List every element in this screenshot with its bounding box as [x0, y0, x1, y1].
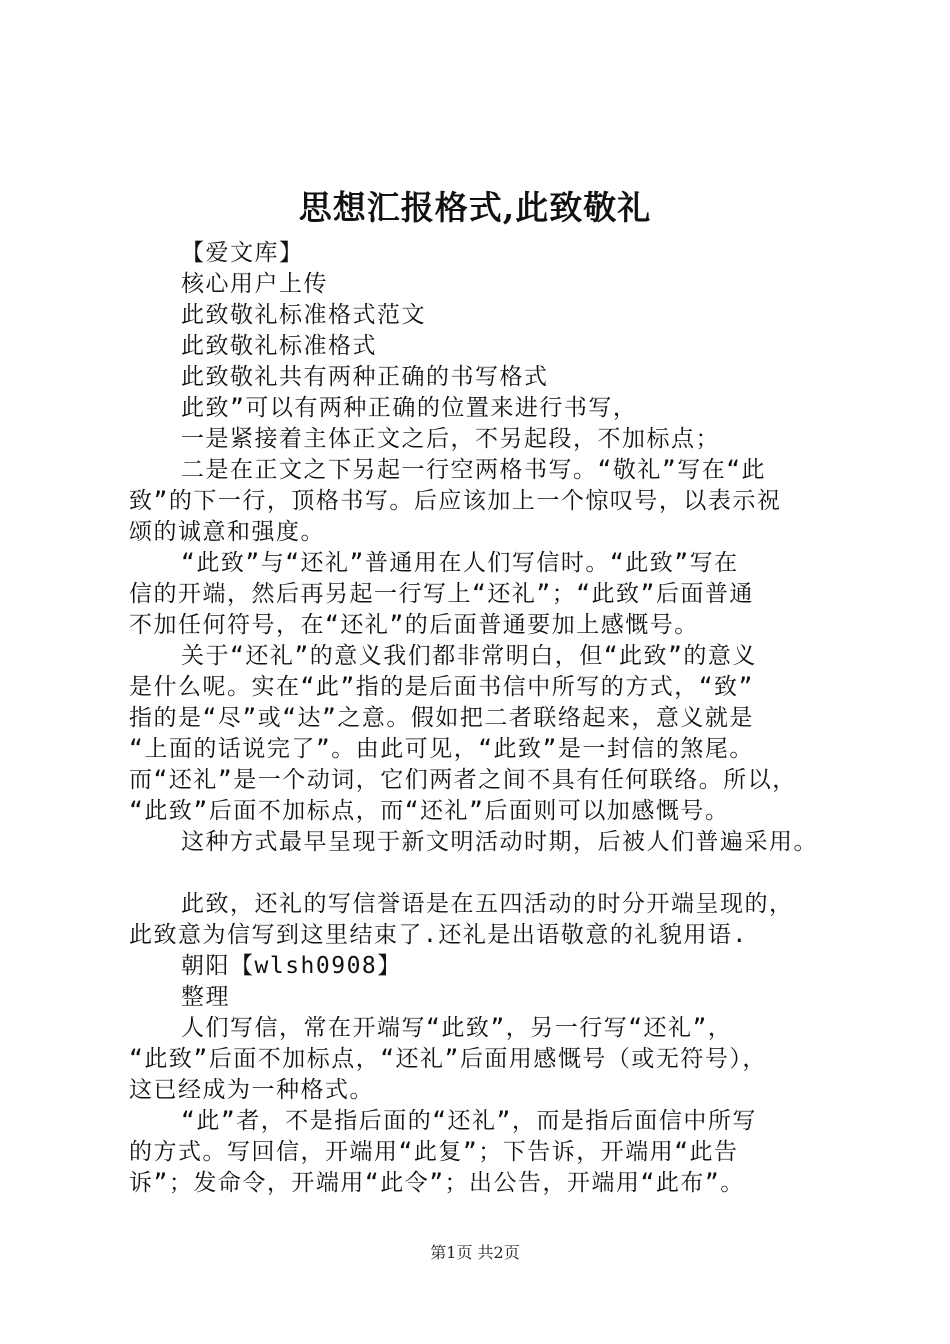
document-body — [129, 238, 835, 1199]
paragraph-line: 信的开端，然后再另起一行写上“还礼”；“此致”后面普通 — [129, 581, 754, 607]
paragraph-line: “此致”后面不加标点，“还礼”后面用感慨号（或无符号）， — [129, 1046, 767, 1072]
paragraph-line: 此致意为信写到这里结束了.还礼是出语敬意的礼貌用语. — [129, 922, 748, 948]
paragraph-line: “上面的话说完了”。由此可见，“此致”是一封信的煞尾。 — [129, 736, 754, 762]
paragraph-line: 一是紧接着主体正文之后，不另起段，不加标点； — [181, 426, 720, 452]
paragraph-line: 不加任何符号，在“还礼”的后面普通要加上感慨号。 — [129, 612, 699, 638]
paragraph-line: 指的是“尽”或“达”之意。假如把二者联络起来，意义就是 — [129, 705, 754, 731]
paragraph-line: 这已经成为一种格式。 — [129, 1077, 374, 1103]
paragraph-line: 诉”；发命令，开端用“此令”；出公告，开端用“此布”。 — [129, 1170, 745, 1196]
paragraph-line: 此致敬礼标准格式范文 — [181, 302, 426, 328]
paragraph-line: 关于“还礼”的意义我们都非常明白，但“此致”的意义 — [181, 643, 757, 669]
paragraph-line: “此致”后面不加标点，而“还礼”后面则可以加感慨号。 — [129, 798, 730, 824]
paragraph-line: 此致”可以有两种正确的位置来进行书写， — [181, 395, 638, 421]
paragraph-line: 这种方式最早呈现于新文明活动时期，后被人们普遍采用。 — [181, 829, 818, 855]
paragraph-line: 整理 — [181, 984, 230, 1010]
paragraph-line: 致”的下一行，顶格书写。后应该加上一个惊叹号，以表示祝 — [129, 488, 782, 514]
paragraph-line: 是什么呢。实在“此”指的是后面书信中所写的方式，“致” — [129, 674, 754, 700]
paragraph-line: 而“还礼”是一个动词，它们两者之间不具有任何联络。所以， — [129, 767, 797, 793]
paragraph-spacer — [129, 858, 835, 889]
paragraph-line: “此”者，不是指后面的“还礼”，而是指后面信中所写 — [181, 1108, 757, 1134]
paragraph-line: 人们写信，常在开端写“此致”，另一行写“还礼”， — [181, 1015, 733, 1041]
paragraph-line: 的方式。写回信，开端用“此复”；下告诉，开端用“此告 — [129, 1139, 739, 1165]
paragraph-line: 朝阳【wlsh0908】 — [181, 953, 402, 979]
paragraph-line: 此致，还礼的写信誉语是在五四活动的时分开端呈现的， — [181, 891, 794, 917]
page-footer: 第1页 共2页 — [430, 1243, 520, 1262]
document-title: 思想汇报格式,此致敬礼 — [298, 188, 652, 227]
paragraph-line: 此致敬礼标准格式 — [181, 333, 377, 359]
paragraph-line: 颂的诚意和强度。 — [129, 519, 325, 545]
paragraph-line: 此致敬礼共有两种正确的书写格式 — [181, 364, 549, 390]
paragraph-line: 二是在正文之下另起一行空两格书写。“敬礼”写在“此 — [181, 457, 767, 483]
paragraph-line: “此致”与“还礼”普通用在人们写信时。“此致”写在 — [181, 550, 739, 576]
paragraph-line: 【爱文库】 — [181, 240, 304, 266]
paragraph-line: 核心用户上传 — [181, 271, 328, 297]
